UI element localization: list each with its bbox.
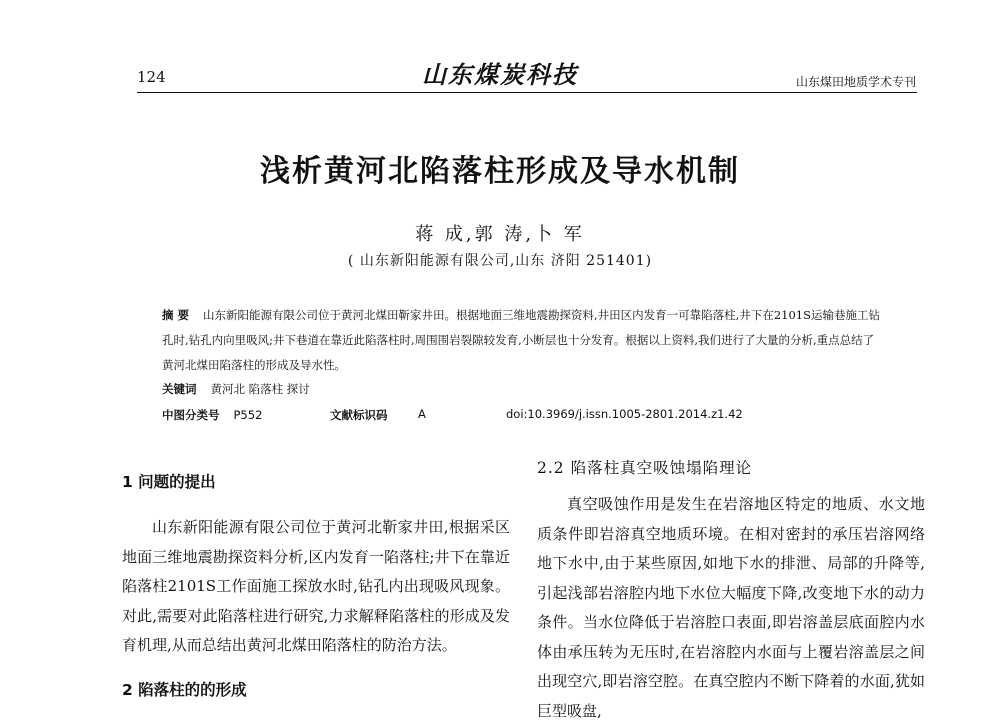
- journal-note: 山东煤田地质学术专刊: [795, 75, 916, 89]
- paper-authors: 蒋 成,郭 涛,卜 军: [415, 224, 585, 245]
- keywords-label: 关键词: [162, 382, 197, 396]
- section-1-paragraph: 山东新阳能源有限公司位于黄河北靳家井田,根据采区地面三维地震勘探资料分析,区内发育一陷落柱;井下在靠近陷落柱2101S工作面施工探放水时,钻孔内出现吸风现象。对此,需要对此陷落柱进行研究,力求解释陷落柱的形成及发育机理,从而总结出黄河北煤田陷落柱的防治方法。: [122, 518, 510, 654]
- doc-code-value: A: [418, 407, 426, 421]
- section-2-heading: 2 陷落柱的的形成: [122, 680, 247, 699]
- section-1-heading: 1 问题的提出: [122, 473, 216, 491]
- abstract-text: 山东新阳能源有限公司位于黄河北煤田靳家井田。根据地面三维地震勘探资料,井田区内发育一可靠陷落柱,井下在2101S运输巷施工钻孔时,钻孔内向里吸风;井下巷道在靠近此陷落柱时,周围围岩裂隙较发育,小断层也十分发育。根据以上资料,我们进行了大量的分析,重点总结了黄河北煤田陷落柱的形成及导水性。: [162, 308, 880, 372]
- doc-code-label: 文献标识码: [330, 408, 388, 422]
- right-column: [537, 456, 925, 726]
- doi: doi:10.3969/j.issn.1005-2801.2014.z1.42: [506, 407, 743, 421]
- left-column: [122, 470, 510, 700]
- clc-value: P552: [233, 408, 263, 422]
- section-2-2-heading: 2.2 陷落柱真空吸蚀塌陷理论: [537, 459, 753, 477]
- abstract-label: 摘 要: [162, 308, 190, 322]
- journal-logo: 山东煤炭科技: [422, 60, 578, 89]
- keywords: [162, 381, 882, 397]
- clc-label: 中图分类号: [162, 408, 220, 422]
- keywords-text: 黄河北 陷落柱 探讨: [210, 382, 310, 396]
- header-rule: [137, 92, 917, 93]
- section-2-2-paragraph: 真空吸蚀作用是发生在岩溶地区特定的地质、水文地质条件即岩溶真空地质环境。在相对密封的承压岩溶网络地下水中,由于某些原因,如地下水的排泄、局部的升降等,引起浅部岩溶腔内地下水位大幅度下降,改变地下水的动力条件。当水位降低于岩溶腔口表面,即岩溶盖层底面腔内水体由承压转为无压时,在岩溶腔内水面与上覆岩溶盖层之间出现空穴,即岩溶空腔。在真空腔内不断下降着的水面,犹如巨型吸盘,: [537, 495, 925, 720]
- page-number: 124: [137, 68, 166, 86]
- paper-title: 浅析黄河北陷落柱形成及导水机制: [260, 154, 740, 189]
- classification-line: [162, 407, 882, 423]
- paper-affiliation: ( 山东新阳能源有限公司,山东 济阳 251401): [347, 253, 653, 269]
- abstract: [162, 303, 882, 378]
